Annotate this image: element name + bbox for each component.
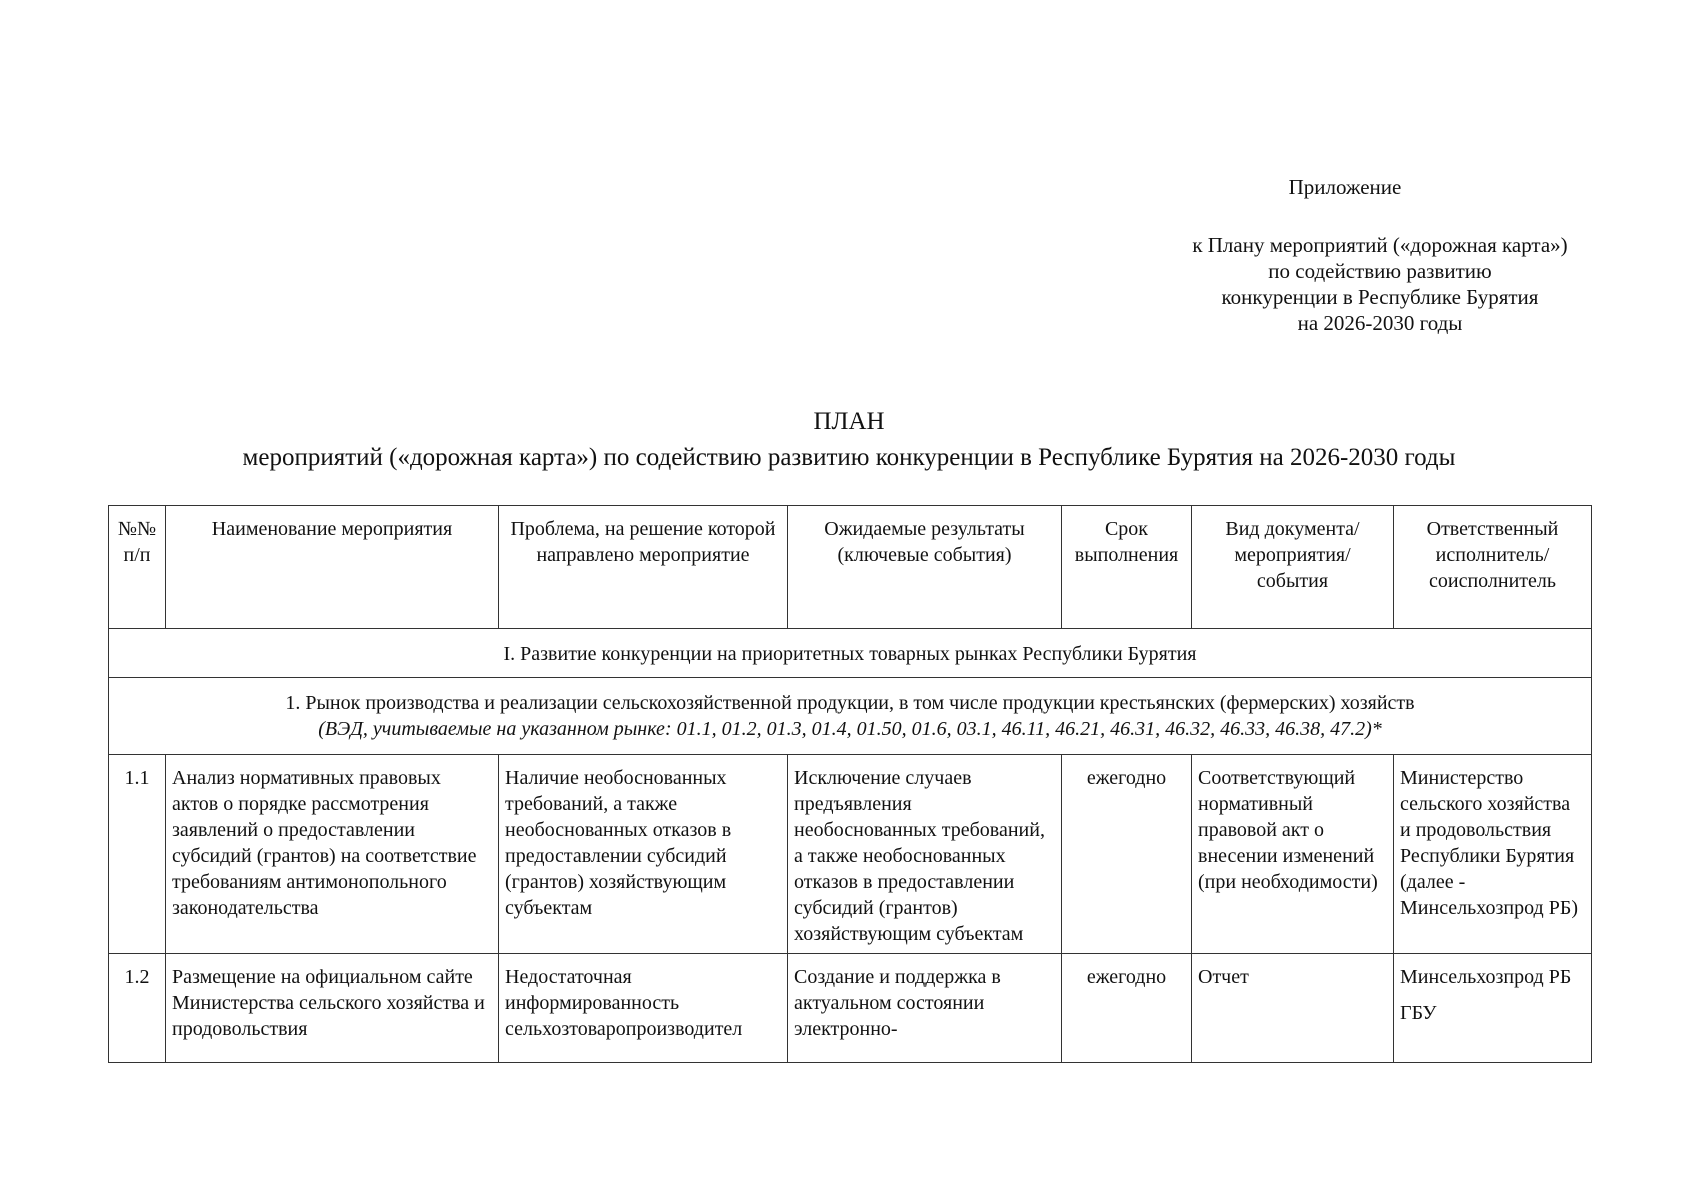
- row-problem: [499, 954, 788, 1063]
- table-header-row: [109, 506, 1592, 629]
- appendix-title: Приложение: [1288, 175, 1402, 199]
- header-term: Срок выполнения: [1062, 506, 1192, 629]
- row-term: ежегодно: [1062, 755, 1192, 954]
- header-name: Наименование мероприятия: [166, 506, 499, 629]
- row-name: [166, 954, 499, 1063]
- appendix-line: на 2026-2030 годы: [1297, 311, 1463, 335]
- row-executor-text: Минсельхозпрод РБ: [1400, 966, 1572, 988]
- plan-table: [108, 505, 1592, 1063]
- row-problem: Наличие необоснованных требований, а также необоснованных отказов в предоставлении субсидий (грантов) хозяйствующим субъектам: [499, 755, 788, 954]
- appendix-line: по содействию развитию: [1268, 259, 1492, 283]
- header-executor: Ответственный исполнитель/ соисполнитель: [1394, 506, 1592, 629]
- row-term: ежегодно: [1062, 954, 1192, 1063]
- row-executor: Министерство сельского хозяйства и продовольствия Республики Бурятия (далее - Минсельхозпрод РБ): [1394, 755, 1592, 954]
- appendix-line: конкуренции в Республике Бурятия: [1221, 285, 1539, 309]
- row-result-text: Создание и поддержка в актуальном состоянии электронно-: [794, 966, 1001, 1040]
- appendix-reference: [1080, 232, 1680, 336]
- header-number: №№ п/п: [109, 506, 166, 629]
- table-row: [109, 755, 1592, 954]
- appendix-line: к Плану мероприятий («дорожная карта»): [1192, 233, 1568, 257]
- row-name-text: Размещение на официальном сайте Министерства сельского хозяйства и продовольствия: [172, 966, 485, 1040]
- subsection-title: 1. Рынок производства и реализации сельскохозяйственной продукции, в том числе продукции крестьянских (фермерских) хозяйств: [285, 692, 1415, 714]
- subsection-row: [109, 678, 1592, 755]
- row-executor: [1394, 954, 1592, 1063]
- header-result: Ожидаемые результаты (ключевые события): [788, 506, 1062, 629]
- row-problem-text: Недостаточная информированность сельхозтоваропроизводител: [505, 966, 743, 1040]
- header-problem: Проблема, на решение которой направлено мероприятие: [499, 506, 788, 629]
- subsection-ved-codes: (ВЭД, учитываемые на указанном рынке: 01.1, 01.2, 01.3, 01.4, 01.50, 01.6, 03.1, 46.11, 46.21, 46.31, 46.32, 46.33, 46.38, 47.2)*: [318, 718, 1382, 740]
- row-result: [788, 954, 1062, 1063]
- row-result: Исключение случаев предъявления необоснованных требований, а также необоснованных отказов в предоставлении субсидий (грантов) хозяйствующим субъектам: [788, 755, 1062, 954]
- row-number: 1.2: [109, 954, 166, 1063]
- section-title: I. Развитие конкуренции на приоритетных товарных рынках Республики Бурятия: [109, 629, 1592, 678]
- plan-subtitle: мероприятий («дорожная карта») по содействию развитию конкуренции в Республике Бурятия на 2026-2030 годы: [242, 444, 1456, 471]
- table-row: [109, 954, 1592, 1063]
- row-executor-extra: ГБУ: [1400, 1002, 1437, 1024]
- header-document: Вид документа/ мероприятия/ события: [1192, 506, 1394, 629]
- row-name: Анализ нормативных правовых актов о порядке рассмотрения заявлений о предоставлении субсидий (грантов) на соответствие требованиям антимонопольного законодательства: [166, 755, 499, 954]
- plan-title: ПЛАН: [813, 408, 885, 435]
- row-number: 1.1: [109, 755, 166, 954]
- section-row: [109, 629, 1592, 678]
- subsection-cell: [109, 678, 1592, 755]
- row-document: Соответствующий нормативный правовой акт о внесении изменений (при необходимости): [1192, 755, 1394, 954]
- row-document: Отчет: [1192, 954, 1394, 1063]
